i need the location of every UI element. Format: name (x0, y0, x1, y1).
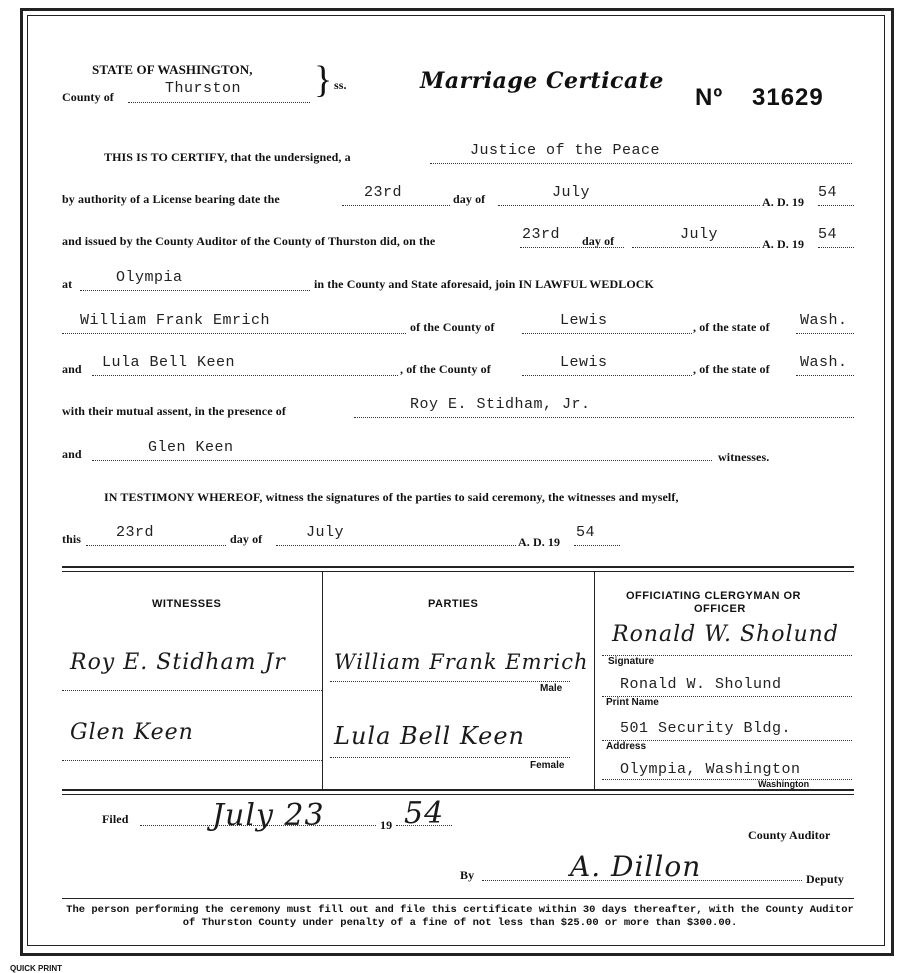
bride-sig-line (330, 757, 570, 758)
bride-county-label: , of the County of (400, 362, 491, 376)
filing-notice: The person performing the ceremony must fill out and file this certificate within 30 days thereafter, with the County Auditor of Thurston County under penalty of a fine of not less than $25.00 or more than $300.00. (66, 904, 854, 929)
officiant-underline (430, 163, 852, 164)
col-parties-header: PARTIES (428, 598, 479, 610)
ceremony-month-underline (632, 247, 760, 248)
filed-label: Filed (102, 812, 129, 826)
officiant-print-name: Ronald W. Sholund (620, 676, 782, 693)
bride-state-underline (796, 375, 854, 376)
place-underline (80, 290, 310, 291)
sign-ad: A. D. 19 (518, 535, 561, 549)
city-line (602, 779, 852, 780)
license-year-underline (818, 205, 854, 206)
bride-name: Lula Bell Keen (102, 354, 236, 371)
col-witnesses-header: WITNESSES (152, 598, 222, 610)
ceremony-ad: A. D. 19 (762, 237, 805, 251)
notice-rule (62, 898, 854, 899)
groom-signature: William Frank Emrich (334, 650, 589, 674)
brace: } (314, 59, 333, 101)
license-ad: A. D. 19 (762, 195, 805, 209)
print-mark: QUICK PRINT (10, 964, 62, 973)
license-day-of: day of (453, 192, 486, 206)
address-label: Address (606, 741, 647, 752)
witness2-underline (92, 460, 712, 461)
state-label: STATE OF WASHINGTON, (92, 62, 253, 77)
groom-name: William Frank Emrich (80, 312, 271, 329)
ss-label: ss. (334, 78, 347, 92)
license-year: 54 (818, 184, 838, 201)
by-label: By (460, 868, 475, 882)
witness2-sig-line (62, 760, 322, 761)
table-bottom-rule-2 (62, 794, 854, 795)
certify-text: THIS IS TO CERTIFY, that the undersigned, a (104, 150, 351, 164)
filed-date: July 23 (212, 798, 325, 833)
table-top-rule-2 (62, 571, 854, 572)
bride-state: Wash. (800, 354, 848, 371)
bride-underline (92, 375, 398, 376)
groom-state-label: , of the state of (693, 320, 770, 334)
officiant-title: Justice of the Peace (470, 142, 661, 159)
and-label-2: and (62, 447, 82, 461)
ceremony-year: 54 (818, 226, 838, 243)
county-value: Thurston (165, 80, 242, 97)
groom-underline (62, 333, 406, 334)
certificate-number: 31629 (752, 84, 824, 111)
wedlock-text: in the County and State aforesaid, join IN LAWFUL WEDLOCK (314, 277, 654, 291)
witness1-signature: Roy E. Stidham Jr (70, 650, 286, 675)
witness2-name: Glen Keen (148, 439, 234, 456)
this-label: this (62, 532, 82, 546)
table-bottom-rule (62, 789, 854, 791)
groom-sig-line (330, 681, 570, 682)
col-divider-2 (594, 571, 595, 789)
filed-year: 54 (404, 796, 445, 831)
ceremony-month: July (680, 226, 719, 243)
col-officiant-header-2: OFFICER (694, 603, 746, 615)
groom-county-underline (522, 333, 692, 334)
col-divider-1 (322, 571, 323, 789)
sign-day-underline (86, 545, 226, 546)
testimony-text: IN TESTIMONY WHEREOF, witness the signatures of the parties to said ceremony, the witnesses and myself, (104, 490, 679, 504)
presence-text: with their mutual assent, in the presence of (62, 404, 286, 418)
sign-month: July (306, 524, 345, 541)
license-month-underline (498, 205, 760, 206)
license-month: July (552, 184, 591, 201)
male-label: Male (540, 683, 563, 694)
witness2-signature: Glen Keen (70, 720, 194, 745)
witness1-name: Roy E. Stidham, Jr. (410, 396, 591, 413)
witness1-sig-line (62, 690, 322, 691)
groom-state-underline (796, 333, 854, 334)
license-day: 23rd (364, 184, 403, 201)
bride-county: Lewis (560, 354, 608, 371)
col-officiant-header-1: OFFICIATING CLERGYMAN OR (626, 590, 801, 602)
deputy-signature: A. Dillon (570, 850, 702, 883)
officiant-city: Olympia, Washington (620, 761, 801, 778)
groom-county: Lewis (560, 312, 608, 329)
county-underline (128, 102, 310, 103)
officiant-signature: Ronald W. Sholund (612, 622, 839, 647)
sign-year: 54 (576, 524, 596, 541)
witness1-underline (354, 417, 854, 418)
and-label-1: and (62, 362, 82, 376)
groom-state: Wash. (800, 312, 848, 329)
officiant-address: 501 Security Bldg. (620, 720, 792, 737)
county-label: County of (62, 90, 114, 104)
ceremony-day-of: day of (582, 234, 615, 248)
issued-text: and issued by the County Auditor of the County of Thurston did, on the (62, 234, 436, 248)
table-top-rule (62, 566, 854, 568)
deputy-label: Deputy (806, 872, 844, 886)
county-auditor-label: County Auditor (748, 828, 831, 842)
print-name-label: Print Name (606, 697, 659, 708)
ceremony-year-underline (818, 247, 854, 248)
license-day-underline (342, 205, 450, 206)
bride-signature: Lula Bell Keen (334, 722, 525, 750)
certificate-title: Marriage Certicate (420, 68, 664, 94)
at-label: at (62, 277, 73, 291)
signature-label: Signature (608, 656, 655, 667)
place-value: Olympia (116, 269, 183, 286)
sign-day-of: day of (230, 532, 263, 546)
ceremony-day: 23rd (522, 226, 561, 243)
female-label: Female (530, 760, 565, 771)
city-label: Washington (758, 779, 810, 789)
filed-19: 19 (380, 818, 393, 832)
license-text: by authority of a License bearing date the (62, 192, 280, 206)
sign-month-underline (276, 545, 516, 546)
witnesses-label: witnesses. (718, 450, 770, 464)
sign-day: 23rd (116, 524, 155, 541)
bride-county-underline (522, 375, 692, 376)
number-label: Nº (695, 84, 724, 111)
groom-county-label: of the County of (410, 320, 495, 334)
sign-year-underline (574, 545, 620, 546)
bride-state-label: , of the state of (693, 362, 770, 376)
